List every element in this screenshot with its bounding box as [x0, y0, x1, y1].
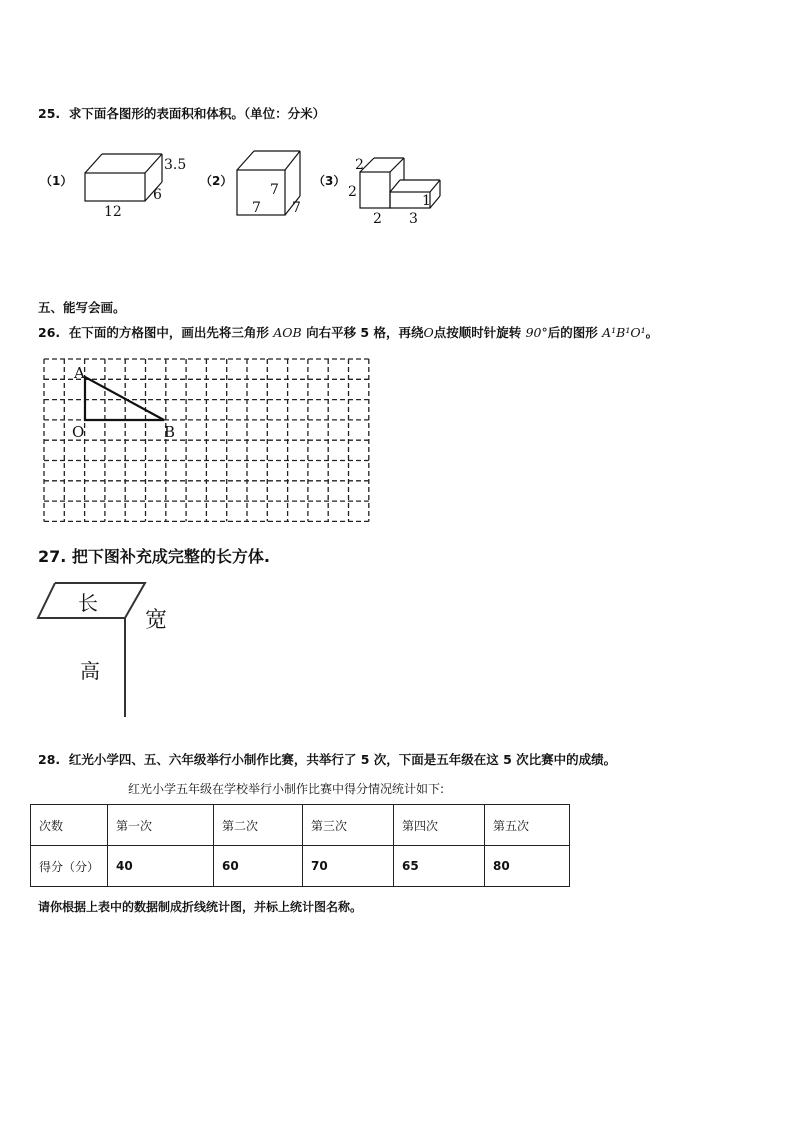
table-cell: 80 [485, 846, 570, 887]
table-header-cell: 第五次 [485, 805, 570, 846]
point-b-label: B [164, 423, 176, 441]
dim-depth: 7 [292, 200, 301, 216]
q28-text: 28. 红光小学四、五、六年级举行小制作比赛，共举行了 5 次，下面是五年级在这 5 次比赛中的成绩。 [38, 752, 617, 767]
q25-figure-3-label: （3） [313, 174, 346, 188]
table-row [31, 846, 570, 887]
q25-text: 25. 求下面各图形的表面积和体积。（单位：分米） [38, 106, 326, 121]
table-header-cell: 第四次 [394, 805, 485, 846]
q28-table-caption: 红光小学五年级在学校举行小制作比赛中得分情况统计如下: [128, 782, 445, 796]
dim-front-height: 7 [270, 182, 279, 198]
label-height: 高 [80, 659, 100, 683]
table-cell: 40 [108, 846, 214, 887]
dim-small-height: 1 [422, 193, 431, 209]
table-header-cell: 第二次 [214, 805, 303, 846]
table-cell: 60 [214, 846, 303, 887]
dim-top-depth: 2 [355, 157, 364, 173]
q28-score-table [30, 804, 570, 887]
label-width: 宽 [145, 608, 168, 633]
table-header-cell: 第三次 [303, 805, 394, 846]
table-cell: 70 [303, 846, 394, 887]
label-length: 长 [78, 591, 98, 615]
q27-partial-cuboid [35, 575, 185, 723]
q28-instruction: 请你根据上表中的数据制成折线统计图，并标上统计图名称。 [38, 900, 363, 914]
table-cell: 65 [394, 846, 485, 887]
dim-length: 12 [104, 204, 122, 220]
dim-tall-width: 2 [373, 211, 382, 227]
triangle-aob [85, 377, 164, 420]
table-header-row [31, 805, 570, 846]
dim-depth: 6 [153, 187, 162, 203]
q27-text: 27. 把下图补充成完整的长方体. [38, 547, 271, 566]
dim-small-width: 3 [409, 211, 418, 227]
table-header-cell: 第一次 [108, 805, 214, 846]
table-header-cell: 次数 [31, 805, 108, 846]
point-o-label: O [72, 423, 85, 441]
dim-height: 3.5 [164, 157, 187, 173]
dim-front-width: 7 [252, 200, 261, 216]
q25-figure-2-label: （2） [200, 174, 233, 188]
q26-text: 26. 在下面的方格图中，画出先将三角形 AOB 向右平移 5 格，再绕O点按顺时针旋转 90°后的图形 A¹B¹O¹。 [38, 325, 659, 340]
table-row-label: 得分（分） [31, 846, 108, 887]
q25-figure-1-label: （1） [40, 174, 73, 188]
q25-figure-3-composite [345, 150, 445, 228]
section-title: 五、能写会画。 [38, 300, 126, 315]
dim-left-height: 2 [348, 184, 357, 200]
q26-grid [40, 357, 384, 523]
q25-figure-2-cube [232, 146, 312, 220]
q25-figure-1-cuboid [80, 148, 190, 222]
point-a-label: A [74, 364, 85, 382]
